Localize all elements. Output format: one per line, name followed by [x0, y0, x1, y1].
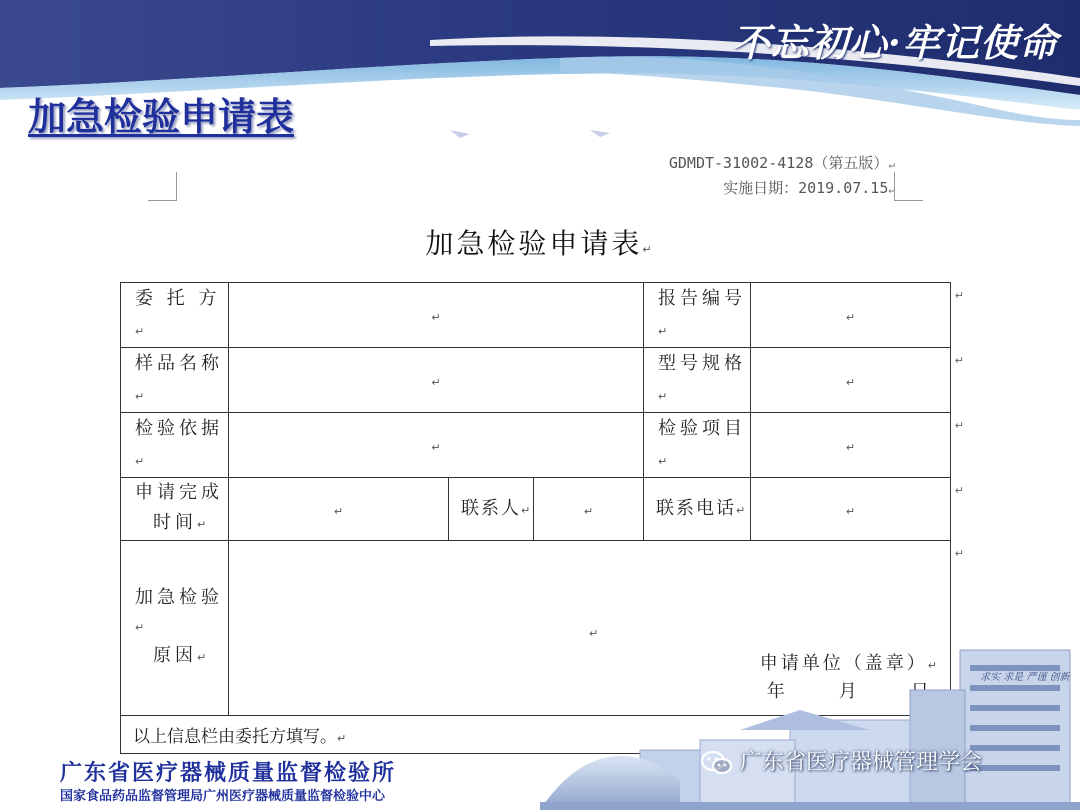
contact-field[interactable]: ↵ [534, 478, 644, 541]
slogan-text: 不忘初心·牢记使命 [731, 20, 1058, 65]
contact-label: 联系人↵ [449, 478, 534, 541]
completion-time-label: 申请完成 时间↵ [121, 478, 229, 541]
page-corner-mark-right [894, 172, 923, 201]
inspection-items-label: 检验项目↵ [644, 413, 751, 478]
wechat-icon [700, 750, 734, 776]
institute-name: 广东省医疗器械质量监督检验所 [60, 761, 397, 786]
urgent-reason-field[interactable]: ↵ ↵ 申请单位（盖章）↵ 年 月 [229, 541, 951, 716]
table-row [121, 413, 951, 478]
wechat-watermark: 广东省医疗器械管理学会 [700, 745, 982, 776]
phone-label: 联系电话↵ [644, 478, 751, 541]
page-corner-mark-left [148, 172, 177, 201]
sample-name-field[interactable]: ↵ [229, 348, 644, 413]
table-row [121, 478, 951, 541]
slide-title: 加急检验申请表 [28, 94, 295, 139]
city-skyline-graphic [540, 630, 1080, 810]
report-number-label: 报告编号↵ [644, 283, 751, 348]
implementation-date: 实施日期：2019.07.15↵ [723, 179, 895, 197]
applicant-seal-label: 申请单位（盖章）↵ [759, 653, 940, 674]
phone-field[interactable]: ↵ ↵ [751, 478, 951, 541]
document-code: GDMDT-31002-4128（第五版）↵ [668, 154, 895, 172]
sample-name-label: 样品名称↵ [121, 348, 229, 413]
client-field[interactable]: ↵ [229, 283, 644, 348]
date-line: 年 月 [766, 681, 857, 702]
model-spec-label: 型号规格↵ [644, 348, 751, 413]
inspection-items-field[interactable]: ↵ ↵ [751, 413, 951, 478]
table-row [121, 348, 951, 413]
motto-text: 求实 求是 严谨 创新 [980, 672, 1070, 683]
form-note: 以上信息栏由委托方填写。↵ [121, 716, 951, 754]
report-number-field[interactable]: ↵ ↵ [751, 283, 951, 348]
inspection-basis-field[interactable]: ↵ [229, 413, 644, 478]
form-title: 加急检验申请表↵ [425, 227, 655, 260]
urgent-reason-label: 加急检验↵ 原因↵ [121, 541, 229, 716]
client-label: 委 托 方↵ [121, 283, 229, 348]
table-row [121, 283, 951, 348]
completion-time-field[interactable]: ↵ [229, 478, 449, 541]
inspection-basis-label: 检验依据↵ [121, 413, 229, 478]
center-name: 国家食品药品监督管理局广州医疗器械质量监督检验中心 [60, 789, 386, 804]
model-spec-field[interactable]: ↵ ↵ [751, 348, 951, 413]
